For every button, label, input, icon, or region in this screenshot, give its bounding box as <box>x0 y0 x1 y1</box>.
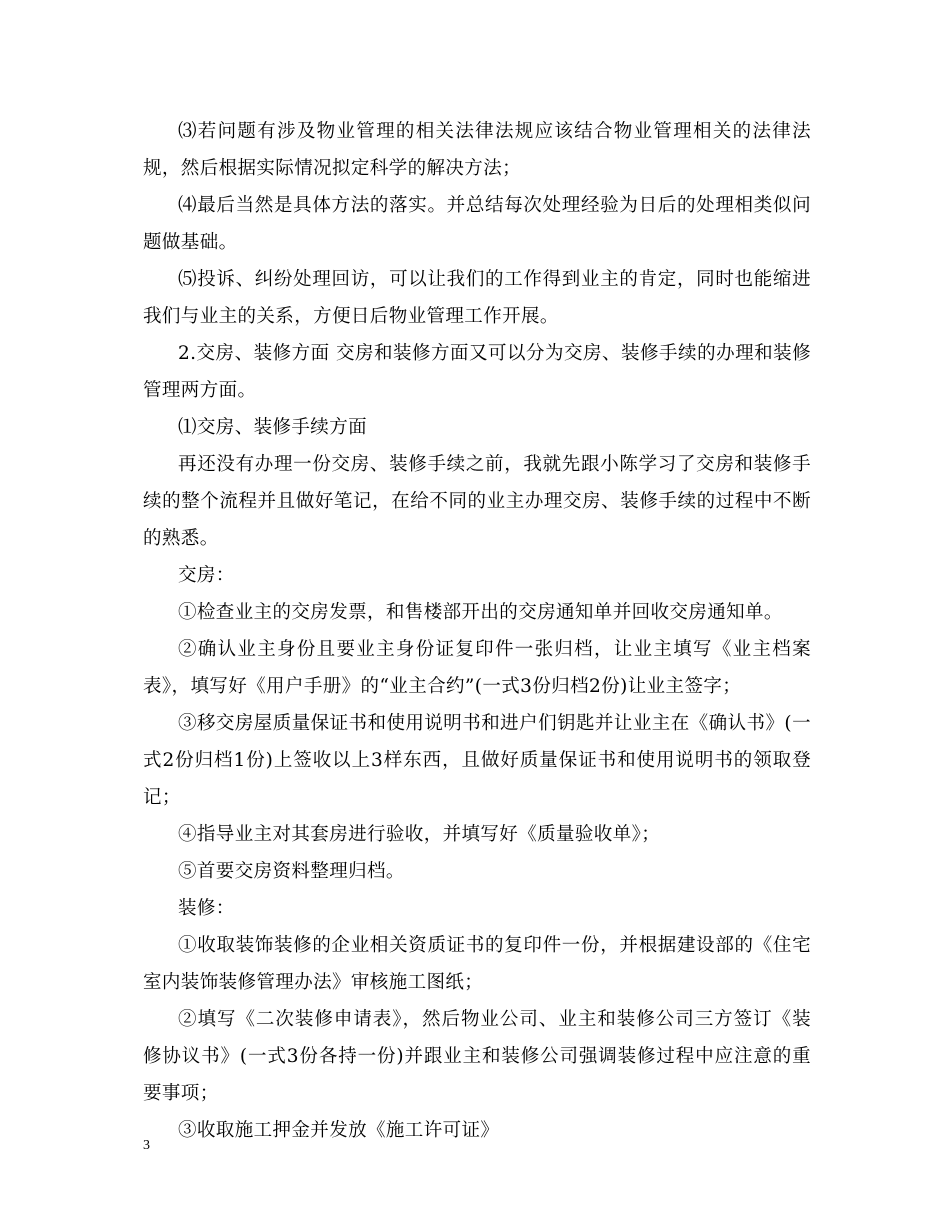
list-item: ②填写《二次装修申请表》，然后物业公司、业主和装修公司三方签订《装修协议书》(一式3份各持一份)并跟业主和装修公司强调装修过程中应注意的重要事项； <box>143 1009 811 1104</box>
document-body <box>143 113 811 1149</box>
paragraph: 再还没有办理一份交房、装修手续之前，我就先跟小陈学习了交房和装修手续的整个流程并且做好笔记，在给不同的业主办理交房、装修手续的过程中不断的熟悉。 <box>143 454 811 549</box>
list-item: ③收取施工押金并发放《施工许可证》 <box>178 1120 500 1141</box>
list-item: ①检查业主的交房发票，和售楼部开出的交房通知单并回收交房通知单。 <box>178 602 783 623</box>
paragraph: ⑶若问题有涉及物业管理的相关法律法规应该结合物业管理相关的法律法规，然后根据实际情况拟定科学的解决方法； <box>143 121 811 179</box>
paragraph: 2.交房、装修方面 交房和装修方面又可以分为交房、装修手续的办理和装修管理两方面。 <box>143 343 811 401</box>
list-item: ①收取装饰装修的企业相关资质证书的复印件一份，并根据建设部的《住宅室内装饰装修管理办法》审核施工图纸； <box>143 935 811 993</box>
subheading-handover: 交房： <box>178 565 235 586</box>
paragraph: ⑷最后当然是具体方法的落实。并总结每次处理经验为日后的处理相类似问题做基础。 <box>143 195 811 253</box>
list-item: ③移交房屋质量保证书和使用说明书和进户们钥匙并让业主在《确认书》(一式2份归档1份)上签收以上3样东西，且做好质量保证书和使用说明书的领取登记； <box>143 713 811 808</box>
paragraph: ⑸投诉、纠纷处理回访，可以让我们的工作得到业主的肯定，同时也能缩进我们与业主的关系，方便日后物业管理工作开展。 <box>143 269 811 327</box>
subheading-decoration: 装修： <box>178 898 235 919</box>
list-item: ④指导业主对其套房进行验收，并填写好《质量验收单》； <box>178 824 661 845</box>
section-heading: ⑴交房、装修手续方面 <box>178 417 368 438</box>
page-number: 3 <box>143 1138 150 1153</box>
list-item: ⑤首要交房资料整理归档。 <box>178 861 405 882</box>
list-item: ②确认业主身份且要业主身份证复印件一张归档，让业主填写《业主档案表》，填写好《用户手册》的“业主合约”(一式3份归档2份)让业主签字； <box>143 639 811 697</box>
